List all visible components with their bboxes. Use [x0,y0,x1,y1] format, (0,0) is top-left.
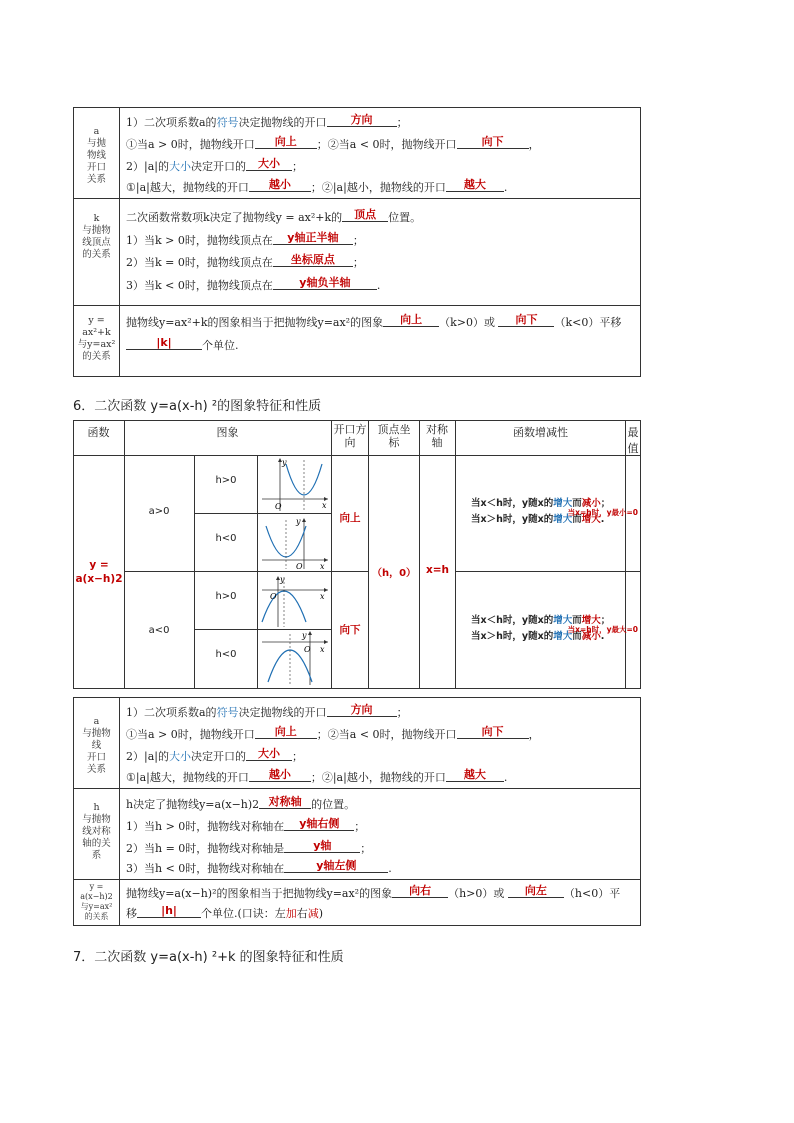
svg-text:y: y [280,575,285,584]
min-value: 当x=h时，y最小=0 [567,508,638,517]
mono-up: 当x＜h时，y随x的增大而减小； 当x＞h时，y随x的增大而增大. [471,498,611,525]
graph-up-hpos [258,456,331,513]
th-graph: 图象 [216,426,239,439]
label-k-vertex: k 与抛物 线顶点 的关系 [82,213,111,260]
b1-t-line2: |k| 个单位. [126,337,239,353]
b2-line2: ①当a > 0时，抛物线开口 向上 ；②当a < 0时，抛物线开口 向下 ， [126,725,540,741]
section-6-title: 6．二次函数 y=a(x-h) ²的图象特征和性质 [73,399,322,414]
b1-t-line1: 抛物线y=ax²+k的图象相当于把抛物线y=ax²的图象 向上 （k>0）或 向下 （k<0）平移 [126,313,622,329]
b1-line3: 2）|a|的大小决定开口的 大小 ； [126,157,303,173]
th-axis: 对称轴 [426,423,448,449]
b2-h-line4: 3）当h < 0时，抛物线对称轴在 y轴左侧 . [126,859,392,875]
th-opening: 开口方向 [333,423,367,449]
b2-line3: 2）|a|的大小决定开口的 大小 ； [126,747,303,763]
a-negative: a<0 [148,625,170,636]
svg-text:x: x [322,501,327,510]
svg-text:y: y [302,631,307,640]
table-6 [73,420,641,689]
vertex-coord: （h，0） [371,568,417,579]
th-monotonic: 函数增减性 [513,426,568,439]
mono-down: 当x＜h时，y随x的增大而增大； 当x＞h时，y随x的增大而减小. [471,615,611,642]
b2-h-line3: 2）当h = 0时，抛物线对称轴是 y轴 ； [126,839,372,855]
open-up: 向上 [339,512,361,524]
open-down: 向下 [339,624,361,636]
label-a-opening: a 与抛 物线 开口 关系 [86,126,106,185]
b2-t-line1: 抛物线y=a(x−h)²的图象相当于把抛物线y=ax²的图象 向右 （h>0）或 向左 （h<0）平 [126,884,621,900]
b1-k-line4: 3）当k < 0时，抛物线顶点在 y轴负半轴 . [126,276,381,292]
function-formula: y = a(x−h)2 [75,559,123,585]
svg-text:x: x [320,562,325,571]
th-function: 函数 [87,426,110,439]
box1 [73,107,641,377]
h-neg-2: h<0 [215,649,237,660]
b1-line4: ①|a|越大，抛物线的开口 越小 ；②|a|越小，抛物线的开口 越大 . [126,178,508,194]
label-relation-k: y = ax²+k 与y=ax² 的关系 [77,315,116,362]
graph-down-hpos [258,572,331,629]
th-extreme: 最值 [627,426,639,455]
b2-h-line1: h决定了抛物线y=a(x−h)2 对称轴 的位置。 [126,795,356,811]
box2 [73,697,641,926]
svg-text:O: O [270,592,277,601]
svg-text:y: y [282,458,287,467]
svg-text:O: O [275,502,282,511]
section-7-title: 7．二次函数 y=a(x-h) ²+k 的图象特征和性质 [73,950,344,965]
label-h-axis: h 与抛物 线对称 轴的关 系 [82,802,111,861]
b1-line1: 1）二次项系数a的符号决定抛物线的开口 方向 ； [126,113,408,129]
b1-k-line2: 1）当k > 0时，抛物线顶点在 y轴正半轴 ； [126,231,364,247]
b2-line4: ①|a|越大，抛物线的开口 越小 ；②|a|越小，抛物线的开口 越大 . [126,768,508,784]
b2-h-line2: 1）当h > 0时，抛物线对称轴在 y轴右侧 ； [126,817,366,833]
b1-k-line1: 二次函数常数项k决定了抛物线y = ax²+k的 顶点 位置。 [126,208,422,224]
svg-text:x: x [320,592,325,601]
graph-down-hneg [258,630,331,687]
label-relation-h: y = a(x−h)2 与y=ax² 的关系 [80,882,113,921]
axis-of-symmetry: x=h [425,564,450,576]
max-value: 当x=h时，y最大=0 [567,625,638,634]
svg-text:x: x [320,645,325,654]
b2-line1: 1）二次项系数a的符号决定抛物线的开口 方向 ； [126,703,408,719]
b1-k-line3: 2）当k = 0时，抛物线顶点在 坐标原点 ； [126,253,364,269]
b1-line2: ①当a > 0时，抛物线开口 向上 ；②当a < 0时，抛物线开口 向下 ， [126,135,540,151]
svg-text:y: y [296,517,301,526]
b2-t-line2: 移 |h| 个单位.(口诀：左加右减) [126,904,324,920]
h-pos-1: h>0 [215,475,237,486]
graph-up-hneg [258,514,331,571]
th-vertex: 顶点坐标 [377,423,411,449]
svg-text:O: O [304,645,311,654]
label-a-opening-2: a 与抛物 线 开口 关系 [82,716,111,775]
h-neg-1: h<0 [215,533,237,544]
h-pos-2: h>0 [215,591,237,602]
a-positive: a>0 [148,506,170,517]
svg-text:O: O [296,562,303,571]
